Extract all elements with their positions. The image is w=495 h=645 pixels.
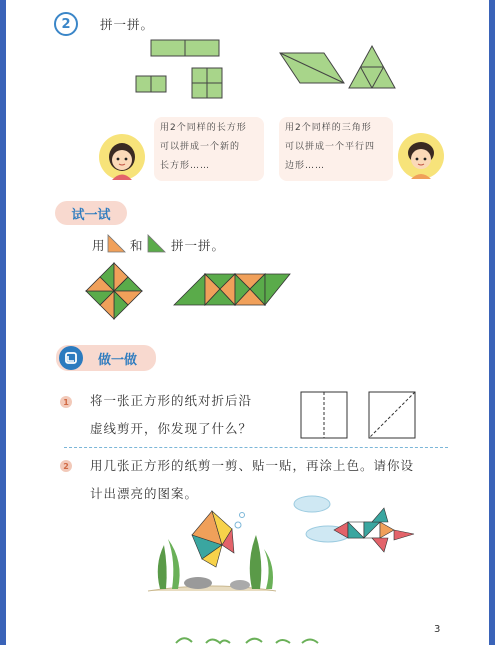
do-it-label: 做一做 (98, 352, 138, 368)
question-2-line-1: 用几张正方形的纸剪一剪、贴一贴，再涂上色。请你设 (90, 458, 415, 473)
diamond-triangle-tiling (84, 261, 144, 321)
question-1-line-1: 将一张正方形的纸对折后沿 (90, 393, 253, 408)
boy-avatar (397, 132, 445, 180)
bubble-right-line: 用2个同样的三角形 (285, 123, 372, 133)
girl-avatar (98, 133, 146, 181)
section-title: 拼一拼。 (100, 17, 155, 32)
green-triangle-icon (146, 233, 166, 253)
bubble-left-line: 长方形…… (160, 161, 211, 171)
try-it-instruction-and: 和 (130, 238, 144, 253)
parallelogram-illustration (278, 50, 348, 86)
bubble-right-line: 边形…… (285, 161, 326, 171)
question-1-line-2: 虚线剪开，你发现了什么？ (90, 421, 253, 436)
question-2-number: 2 (60, 460, 72, 472)
orange-triangle-icon (106, 233, 126, 253)
section-divider (64, 447, 448, 448)
square-vertical-fold (300, 391, 348, 439)
clouds-and-rocket-artwork (288, 492, 418, 572)
try-it-instruction-post: 拼一拼。 (171, 238, 226, 253)
page-number: 3 (434, 624, 441, 635)
try-it-label: 试一试 (55, 201, 127, 225)
question-1-number: 1 (60, 396, 72, 408)
section-number-badge: 2 (54, 12, 78, 36)
decorative-footer-doodle (172, 634, 332, 645)
parallelogram-triangle-tiling (172, 272, 292, 308)
rectangles-illustration (134, 38, 224, 102)
pencil-book-icon (58, 345, 84, 371)
speech-bubble-right (279, 117, 393, 181)
textbook-page (6, 0, 489, 645)
question-2-line-2: 计出漂亮的图案。 (90, 486, 199, 501)
do-it-header (56, 345, 156, 371)
bubble-left-line: 用2个同样的长方形 (160, 123, 247, 133)
square-diagonal-fold (368, 391, 416, 439)
try-it-instruction-pre: 用 (92, 238, 106, 253)
triangle-illustration (346, 44, 398, 90)
bubble-left-line: 可以拼成一个新的 (160, 142, 241, 152)
speech-bubble-left (154, 117, 264, 181)
bubble-right-line: 可以拼成一个平行四 (285, 142, 376, 152)
fish-aquarium-artwork (142, 505, 282, 595)
